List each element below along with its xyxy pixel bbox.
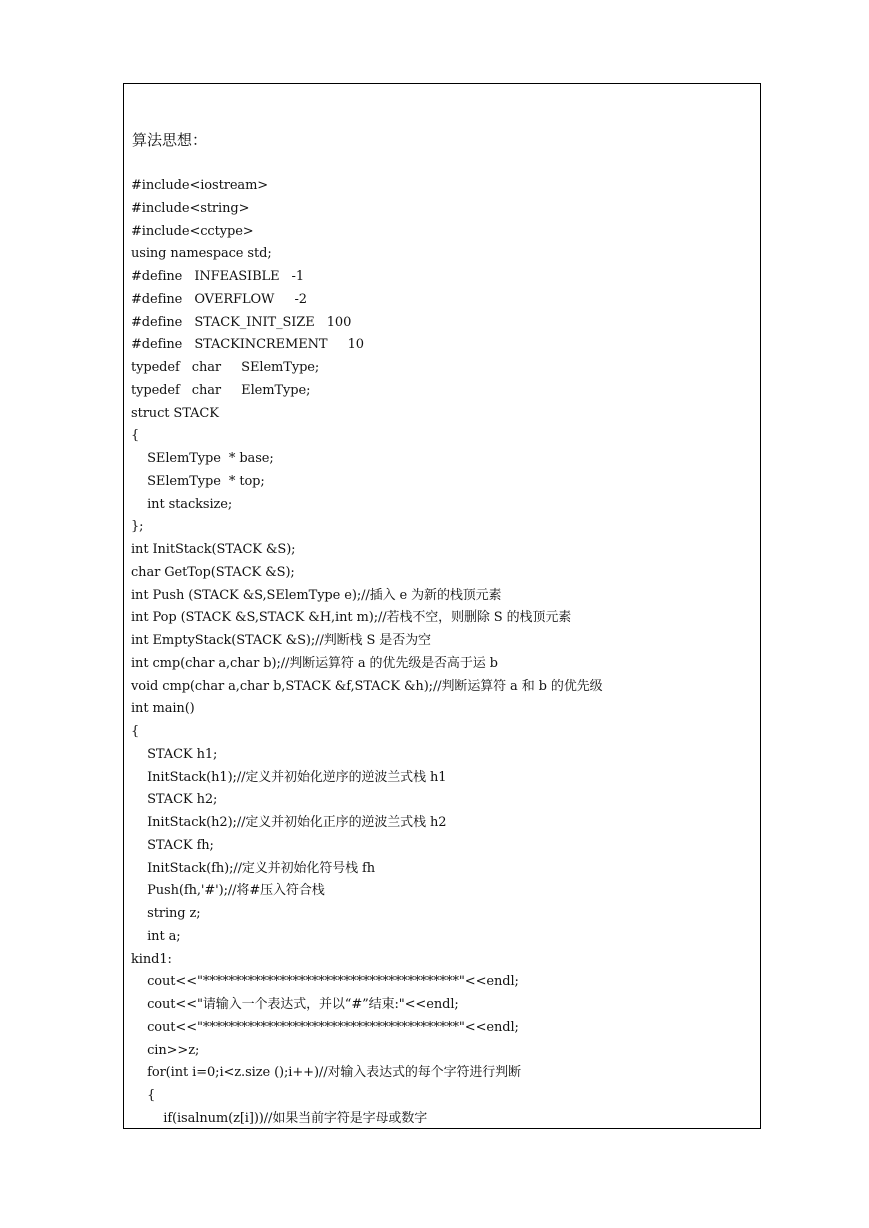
code-line: cin>>z; [131,1042,200,1058]
code-line: int InitStack(STACK &S); [131,542,296,557]
code-line: struct STACK [131,405,219,421]
code-line: int Push (STACK &S,SElemType e);//插入 e 为新的栈顶元素 [131,587,502,603]
code-line: { [131,724,140,739]
code-line: STACK fh; [131,837,214,853]
code-line: int EmptyStack(STACK &S);//判断栈 S 是否为空 [131,633,431,648]
code-listing [131,175,603,1129]
code-line: cout<<"请输入一个表达式，并以“#”结束:"<<endl; [131,997,459,1012]
code-line: char GetTop(STACK &S); [131,564,295,580]
code-line: Push(fh,'#');//将#压入符合栈 [131,883,325,899]
code-line: kind1: [131,951,172,967]
code-line: void cmp(char a,char b,STACK &f,STACK &h);//判断运算符 a 和 b 的优先级 [131,678,603,694]
code-line: if(isalnum(z[i]))//如果当前字符是字母或数字 [131,1110,428,1126]
code-line: STACK h2; [131,792,218,808]
code-line: InitStack(h1);//定义并初始化逆序的逆波兰式栈 h1 [131,769,447,785]
code-line: #include<iostream> [131,178,269,193]
code-line: using namespace std; [131,246,272,262]
code-line: cout<<"****************************************"<<endl; [131,1019,519,1035]
document-page [123,83,761,1129]
code-line: { [131,428,140,444]
code-line: #define INFEASIBLE -1 [131,269,305,284]
section-heading: 算法思想： [132,131,208,149]
code-line: SElemType * base; [131,451,274,466]
code-line: int cmp(char a,char b);//判断运算符 a 的优先级是否高于运 b [131,655,498,671]
code-line: #define OVERFLOW -2 [131,291,307,307]
code-line: SElemType * top; [131,473,265,489]
code-line: #define STACK_INIT_SIZE 100 [131,314,352,330]
code-line: int main() [131,701,195,717]
code-line: string z; [131,906,201,921]
code-line: InitStack(h2);//定义并初始化正序的逆波兰式栈 h2 [131,815,447,830]
code-line: STACK h1; [131,746,218,762]
code-line: int stacksize; [131,496,233,512]
code-line: InitStack(fh);//定义并初始化符号栈 fh [131,860,376,876]
code-line: int a; [131,928,181,944]
code-line: typedef char SElemType; [131,360,320,375]
code-line: }; [131,519,144,535]
code-line: int Pop (STACK &S,STACK &H,int m);//若栈不空，则删除 S 的栈顶元素 [131,610,572,626]
code-line: { [131,1088,156,1103]
code-line: for(int i=0;i<z.size ();i++)//对输入表达式的每个字符进行判断 [131,1065,521,1081]
code-line: #include<string> [131,200,250,216]
code-line: typedef char ElemType; [131,382,311,398]
code-line: #define STACKINCREMENT 10 [131,337,364,353]
code-line: cout<<"****************************************"<<endl; [131,974,519,990]
code-line: #include<cctype> [131,223,254,239]
